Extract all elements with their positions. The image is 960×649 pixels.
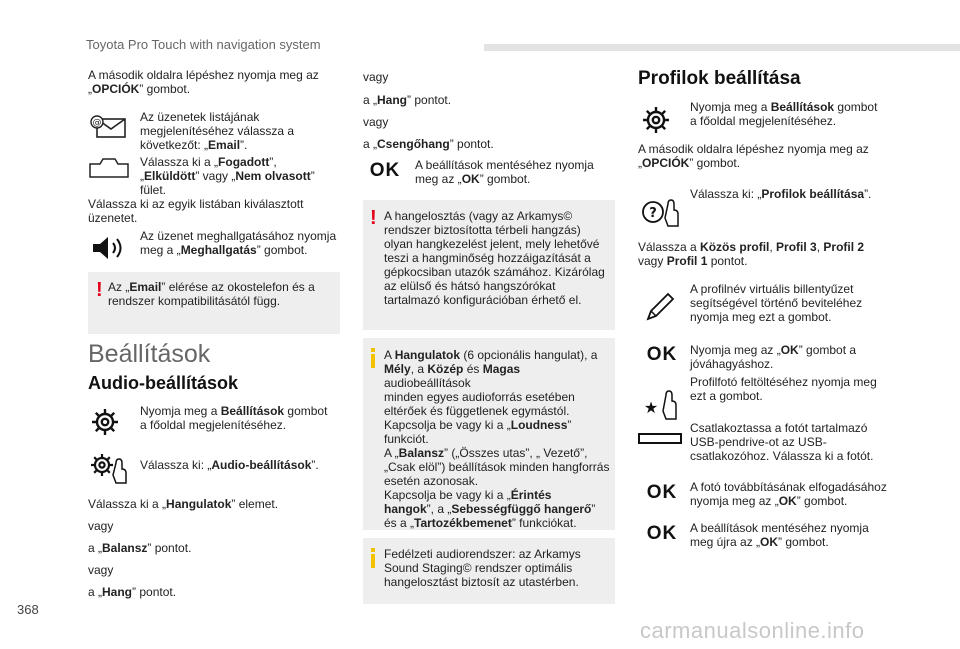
tabs-icon	[88, 155, 130, 181]
speaker-icon	[88, 233, 130, 263]
ringtone-text: a „Csengőhang” pontot.	[363, 137, 494, 151]
info-arkamys-text: Fedélzeti audiorendszer: az Arkamys Sound Staging© rendszer optimális hangelosztást biztosít az utastérben.	[384, 547, 581, 589]
running-header: Toyota Pro Touch with navigation system	[86, 37, 321, 52]
section-title-profiles: Profilok beállítása	[638, 68, 801, 89]
info-moods-text: A Hangulatok (6 opcionális hangulat), a Mély, a Közép és Magas audiobeállítások minden egyes audioforrás esetében eltérőek és függetlenek egymástól. Kapcsolja be vagy ki a „Loudness” funkciót. A „Balansz” („Összes utas”, „ Vezető”, „Csak elöl”) beállítások minden hangforrás esetén azonosak. Kapcsolja be vagy ki a „Érintés hangok”, a „Sebességfüggő hangerő” és a „Tartozékbemenet” funkciókat.	[384, 348, 610, 530]
profile-question-icon	[638, 190, 684, 230]
watermark: carmanualsonline.info	[640, 618, 865, 643]
ok-icon: OK	[646, 344, 678, 365]
info-icon	[371, 554, 375, 568]
section-title-settings: Beállítások	[88, 340, 211, 368]
audio-step1-text: Nyomja meg a Beállítások gombot a főoldal megjelenítéséhez.	[140, 404, 328, 432]
settings-gear-icon	[638, 103, 674, 137]
page-number: 368	[17, 602, 39, 617]
svg-text:★: ★	[643, 398, 659, 417]
header-bar	[484, 44, 960, 51]
save-item-text: A beállítások mentéséhez nyomja meg újra az „OK” gombot.	[690, 521, 869, 549]
audio-step2-text: Válassza ki: „Audio-beállítások”.	[140, 458, 319, 472]
profile-photo-icon	[638, 383, 684, 423]
listen-item-text: Az üzenet meghallgatásához nyomja meg a „Meghallgatás” gombot.	[140, 229, 337, 257]
profile-options-text: A második oldalra lépéshez nyomja meg az „OPCIÓK” gombot.	[638, 142, 869, 170]
profile-step2-text: Válassza ki: „Profilok beállítása”.	[690, 187, 872, 201]
hang-text: a „Hang” pontot.	[363, 93, 452, 107]
settings-select-icon	[88, 450, 130, 486]
info-icon	[371, 354, 375, 368]
or-text-4: vagy	[363, 115, 389, 129]
settings-gear-icon	[88, 405, 122, 439]
or-text-2: vagy	[88, 563, 114, 577]
note-email-text: Az „Email” elérése az okostelefon és a rendszer kompatibilitásától függ.	[108, 280, 315, 308]
or-text-1: vagy	[88, 519, 114, 533]
accept-item-text: A fotó továbbításának elfogadásához nyomja meg az „OK” gombot.	[690, 480, 887, 508]
tabs-item-text: Válassza ki a „Fogadott”, „Elküldött” vagy „Nem olvasott” fület.	[140, 155, 315, 197]
warning-icon: !	[96, 279, 103, 301]
sound-text: a „Hang” pontot.	[88, 585, 177, 599]
save-item-text: A beállítások mentéséhez nyomja meg az „OK” gombot.	[415, 158, 594, 186]
pencil-icon	[640, 288, 680, 324]
balance-text: a „Balansz” pontot.	[88, 541, 192, 555]
confirm-item-text: Nyomja meg az „OK” gombot a jóváhagyáshoz.	[690, 343, 857, 371]
profile-select-text: Válassza a Közös profil, Profil 3, Profil 2 vagy Profil 1 pontot.	[638, 240, 865, 268]
warning-arkamys-text: A hangelosztás (vagy az Arkamys© rendszer biztosította térbeli hangzás) olyan hangkezelést jelent, mely lehetővé teszi a hangminőség hozzáigazítását a gépkocsiban utazók számához. Kizárólag az elülső és hátsó hangszórókat tartalmazó konfigurációban érhető el.	[384, 209, 605, 307]
select-message-text: Válassza ki az egyik listában kiválasztott üzenetet.	[88, 197, 304, 225]
photo-item-text: Profilfotó feltöltéséhez nyomja meg ezt a gombot.	[690, 375, 877, 403]
col1-p1: A második oldalra lépéshez nyomja meg az „OPCIÓK” gombot.	[88, 68, 319, 96]
ok-icon: OK	[646, 523, 678, 544]
or-text-3: vagy	[363, 70, 389, 84]
svg-text:?: ?	[649, 206, 657, 221]
profile-step1-text: Nyomja meg a Beállítások gombot a főoldal megjelenítéséhez.	[690, 100, 878, 128]
ok-icon: OK	[369, 160, 401, 181]
mood-text: Válassza ki a „Hangulatok” elemet.	[88, 497, 279, 511]
usb-slot-icon	[638, 428, 682, 450]
warning-icon: !	[370, 207, 377, 229]
usb-item-text: Csatlakoztassa a fotót tartalmazó USB-pendrive-ot az USB-csatlakozóhoz. Válassza ki a fotót.	[690, 421, 874, 463]
svg-text:@: @	[92, 118, 102, 128]
section-title-audio: Audio-beállítások	[88, 373, 239, 393]
keyboard-item-text: A profilnév virtuális billentyűzet segítségével történő beviteléhez nyomja meg ezt a gombot.	[690, 282, 863, 324]
email-icon	[88, 112, 128, 142]
ok-icon: OK	[646, 482, 678, 503]
email-item-text: Az üzenetek listájának megjelenítéséhez válassza a következőt: „Email”.	[140, 110, 295, 152]
